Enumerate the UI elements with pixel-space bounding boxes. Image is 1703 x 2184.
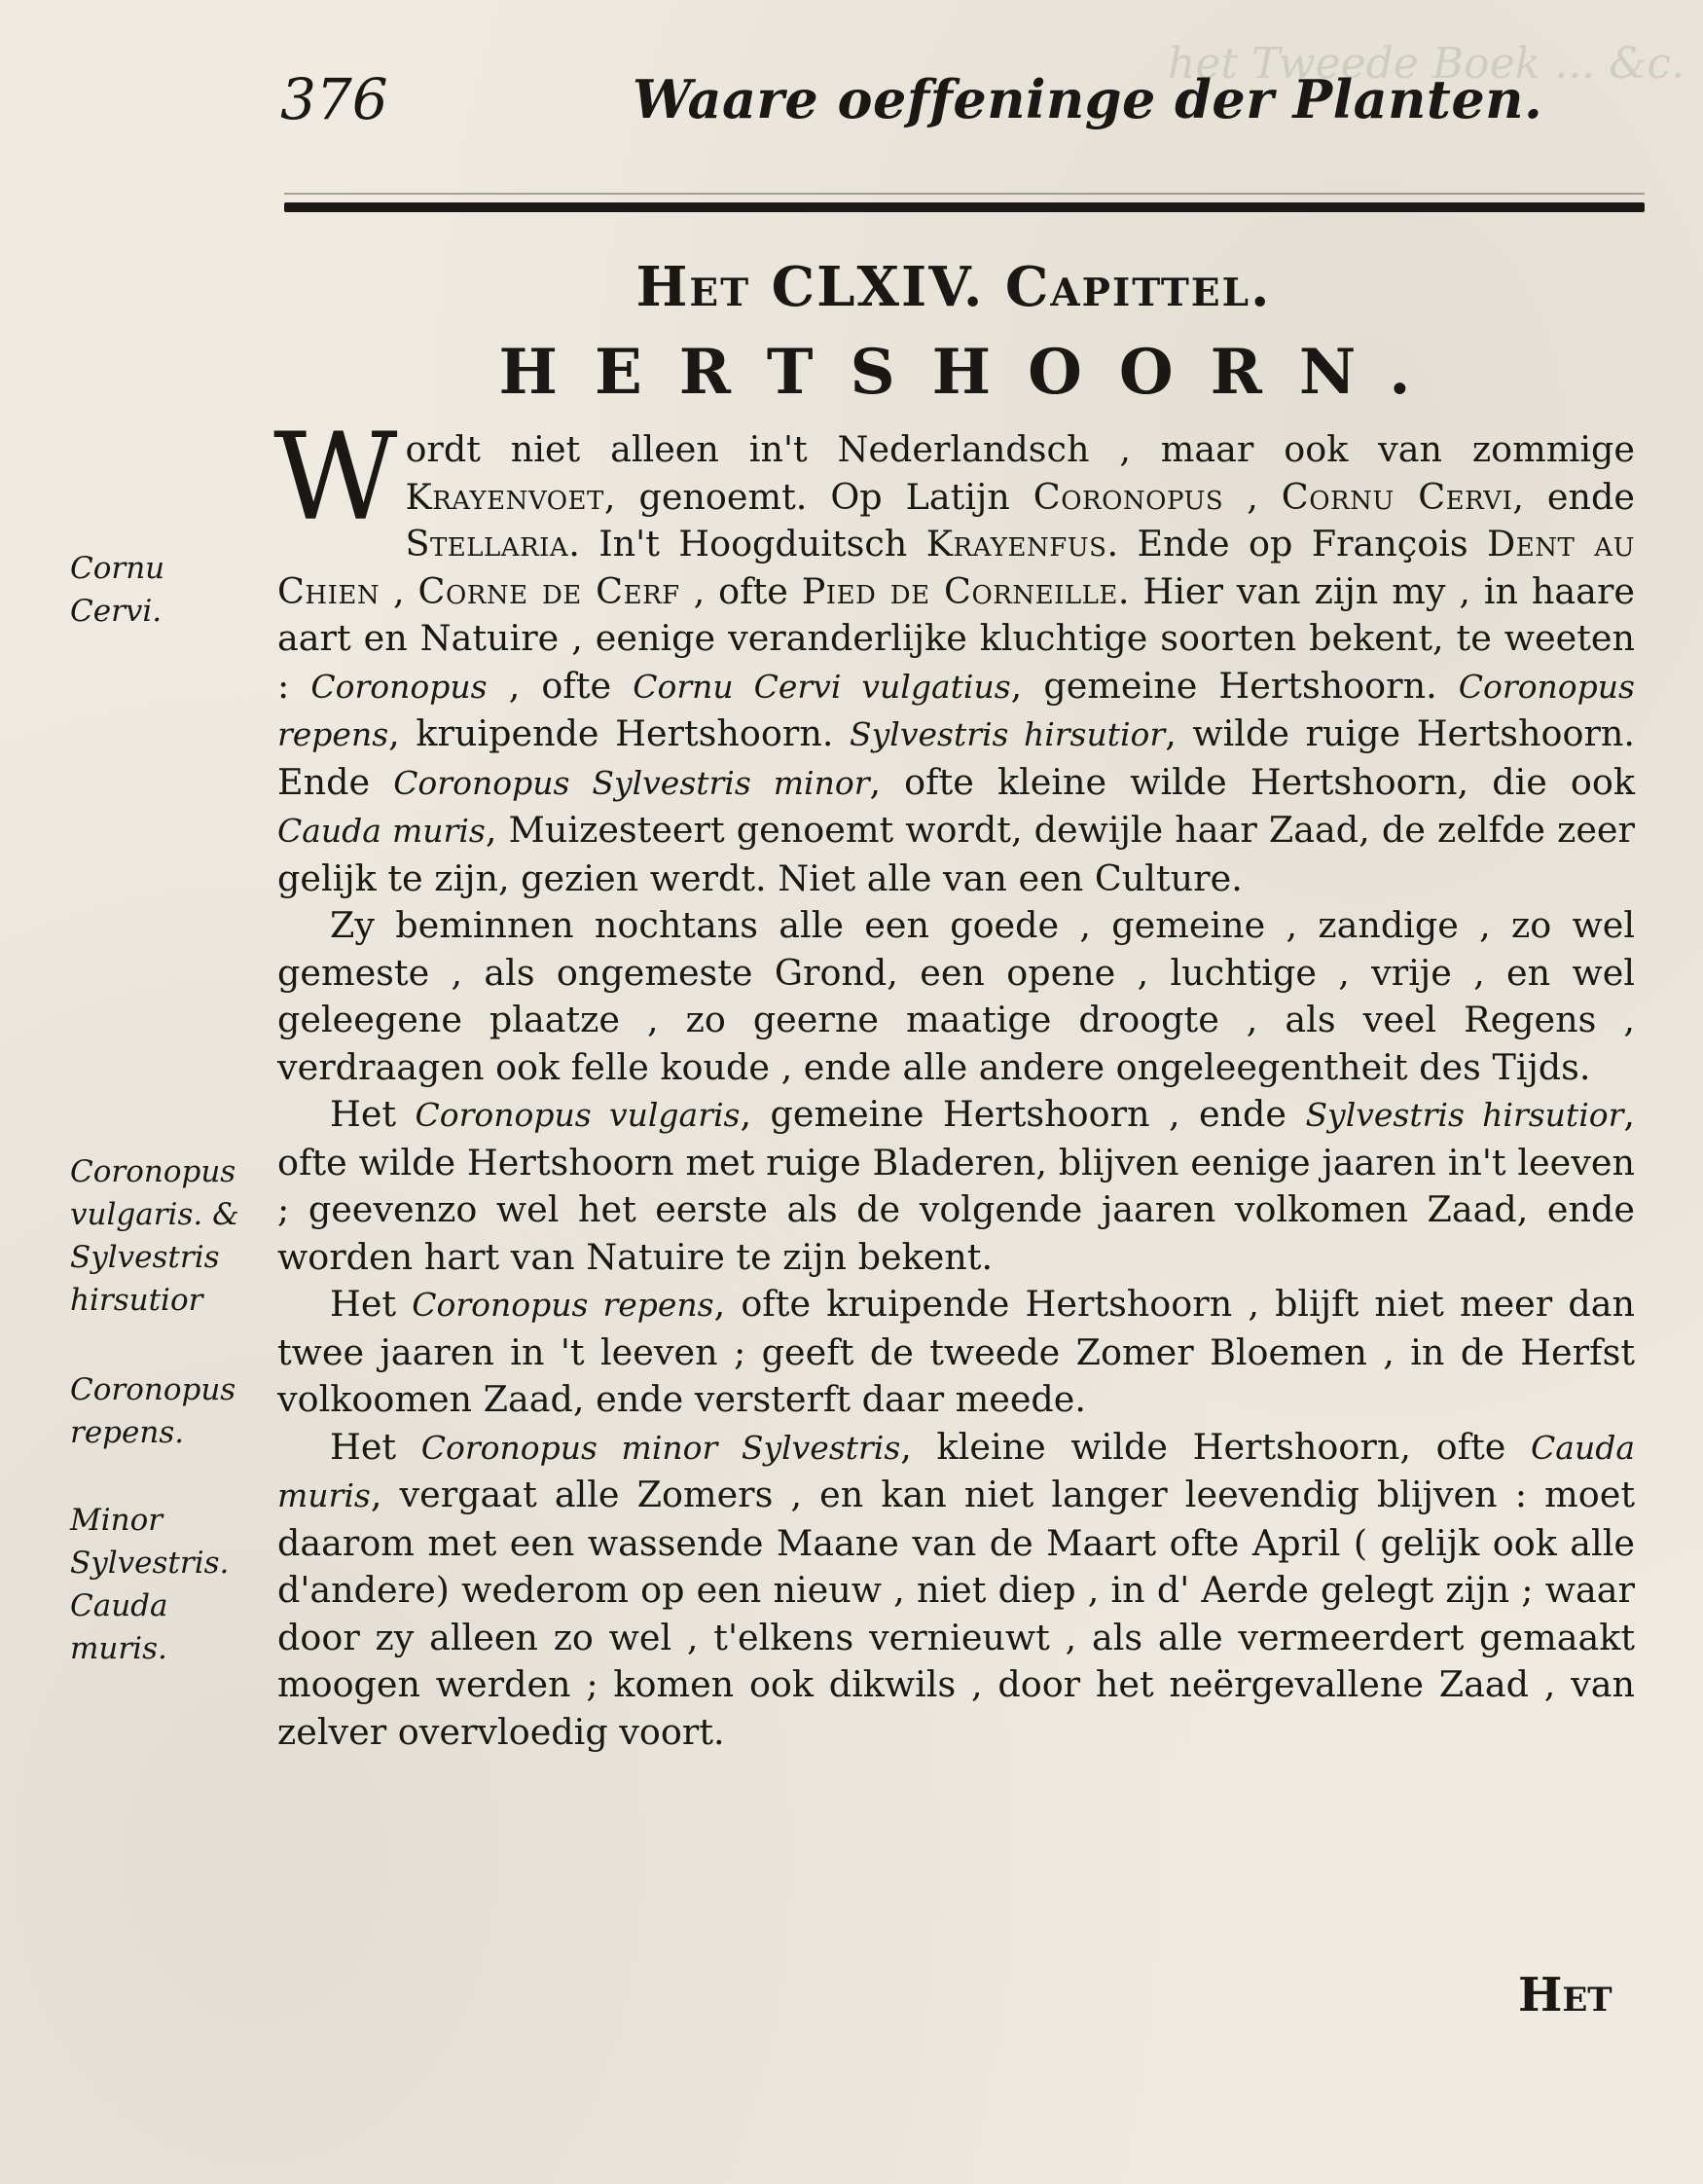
paragraph: Het Coronopus minor Sylvestris, kleine wilde Hertshoorn, ofte Cauda muris, vergaat alle Zomers , en kan niet langer leevendig blijven : moet daarom met een wassende Maane van de Maart ofte April ( gelijk ook alle d'andere) wederom op een nieuw , niet diep , in d' Aerde gelegt zijn ; waar door zy alleen zo wel , t'elkens vernieuwt , als alle vermeerdert gemaakt moogen werden ; komen ook dikwils , door het neërgevallene Zaad , van zelver overvloedig voort. bbox=[277, 1425, 1636, 1753]
bleed-through-header: het Tweede Boek ... &c. bbox=[1168, 39, 1685, 89]
margin-note: Coronopus repens. bbox=[70, 1372, 236, 1450]
margin-note: Minor Sylvestris. Cauda muris. bbox=[70, 1503, 230, 1666]
page-number: 376 bbox=[280, 66, 388, 132]
header-rule bbox=[284, 202, 1645, 212]
paragraph: Het Coronopus vulgaris, gemeine Hertshoorn , ende Sylvestris hirsutior, ofte wilde Hertshoorn met ruige Bladeren, blijven eenige jaaren in't leeven ; geevenzo wel het eerste als de volgende jaaren volkomen Zaad, ende worden hart van Natuire te zijn bekent. bbox=[277, 1093, 1635, 1278]
paragraph: Zy beminnen nochtans alle een goede , gemeine , zandige , zo wel gemeste , als ongemeste Grond, een opene , luchtige , vrije , en wel geleegene plaatze , zo geerne maatige droogte , als veel Regens , verdraagen ook felle koude , ende alle andere ongeleegentheit des Tijds. bbox=[277, 904, 1635, 1088]
paragraph: Het Coronopus repens, ofte kruipende Hertshoorn , blijft niet meer dan twee jaaren in 't leeven ; geeft de tweede Zomer Bloemen , in de Herfst volkoomen Zaad, ende versterft daar meede. bbox=[277, 1283, 1635, 1420]
chapter-heading: Het CLXIV. Capittel. bbox=[635, 255, 1272, 319]
running-title: Waare oeffeninge der Planten. bbox=[633, 68, 1543, 130]
drop-cap: W bbox=[273, 408, 398, 548]
body-text bbox=[273, 408, 1636, 1756]
margin-note: Coronopus vulgaris. & Sylvestris hirsutior bbox=[70, 1154, 239, 1318]
margin-note: Cornu Cervi. bbox=[70, 551, 165, 629]
paragraph: Wordt niet alleen in't Nederlandsch , maar ook van zommige Krayenvoet, genoemt. Op Latijn Coronopus , Cornu Cervi, ende Stellaria. In't Hoogduitsch Krayenfus. Ende op François Dent au Chien , Corne de Cerf , ofte Pied de Corneille. Hier van zijn my , in haare aart en Natuire , eenige veranderlijke kluchtige soorten bekent, te weeten : Coronopus , ofte Cornu Cervi vulgatius, gemeine Hertshoorn. Coronopus repens, kruipende Hertshoorn. Sylvestris hirsutior, wilde ruige Hertshoorn. Ende Coronopus Sylvestris minor, ofte kleine wilde Hertshoorn, die ook Cauda muris, Muizesteert genoemt wordt, dewijle haar Zaad, de zelfde zeer gelijk te zijn, gezien werdt. Niet alle van een Culture. bbox=[273, 408, 1636, 899]
header-rule-thin bbox=[284, 193, 1645, 195]
chapter-title: HERTSHOORN. bbox=[498, 336, 1448, 409]
catchword: Het bbox=[1518, 1968, 1612, 2022]
